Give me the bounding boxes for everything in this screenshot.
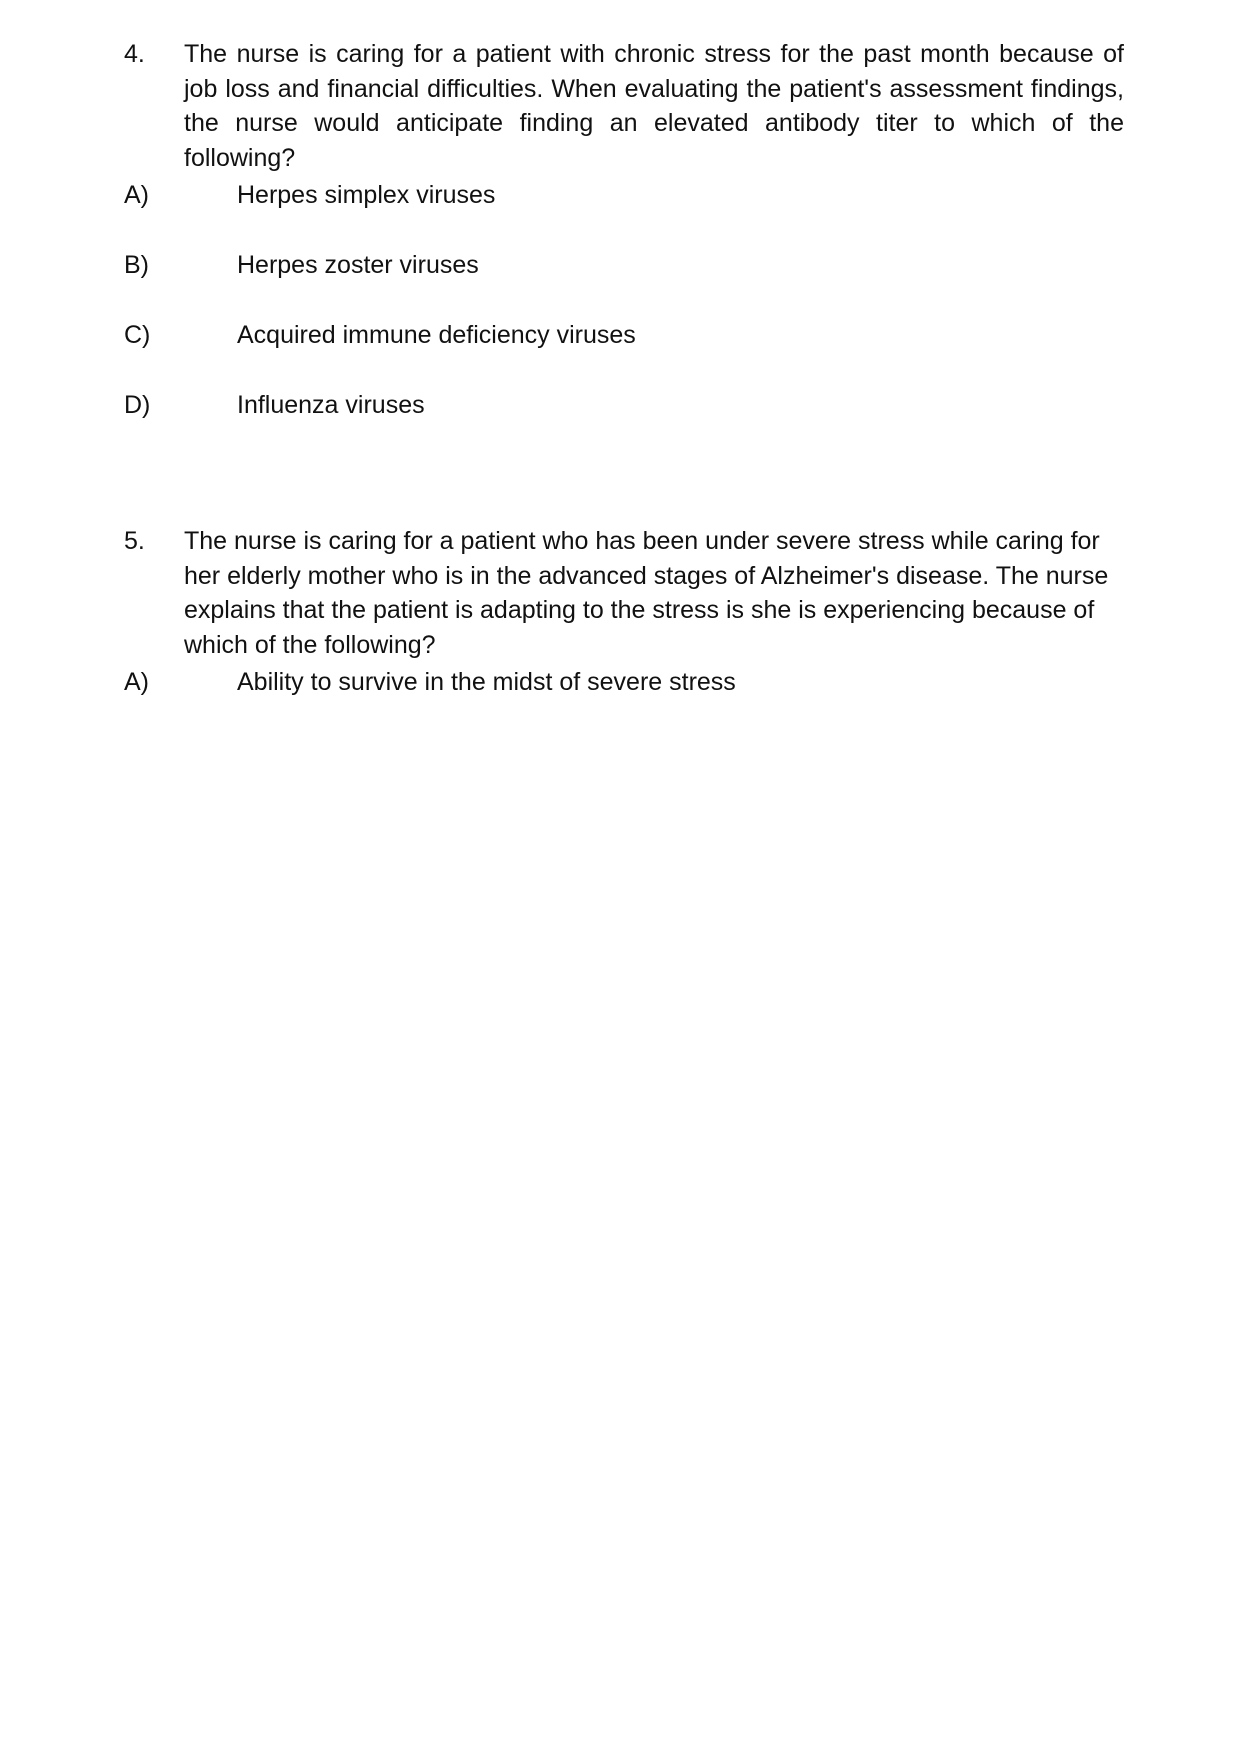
option-text: Influenza viruses — [237, 391, 425, 419]
question-text: The nurse is caring for a patient who has been under severe stress while caring for her elderly mother who is in the advanced stages of Alzheimer's disease. The nurse explains that the patient is adapting to the stress is she is experiencing because of which of the following? — [184, 527, 1109, 659]
option-letter: C) — [124, 321, 151, 349]
question-number: 4. — [124, 40, 145, 68]
question-5 — [124, 524, 1124, 662]
option-letter: B) — [124, 251, 149, 279]
question-number: 5. — [124, 527, 145, 555]
option-letter: A) — [124, 181, 149, 209]
option-letter: A) — [124, 668, 149, 696]
answer-option-a — [124, 665, 1124, 699]
option-text: Ability to survive in the midst of severe stress — [237, 668, 736, 696]
answer-option-c — [124, 318, 1124, 352]
answer-option-b — [124, 248, 1124, 282]
question-4 — [124, 37, 1124, 175]
option-text: Herpes zoster viruses — [237, 251, 479, 279]
option-text: Acquired immune deficiency viruses — [237, 321, 636, 349]
question-text: The nurse is caring for a patient with chronic stress for the past month because of job loss and financial difficulties. When evaluating the patient's assessment findings, the nurse would anticipate finding an elevated antibody titer to which of the following? — [184, 40, 1124, 172]
answer-option-d — [124, 388, 1124, 422]
option-letter: D) — [124, 391, 151, 419]
answer-option-a — [124, 178, 1124, 212]
option-text: Herpes simplex viruses — [237, 181, 496, 209]
